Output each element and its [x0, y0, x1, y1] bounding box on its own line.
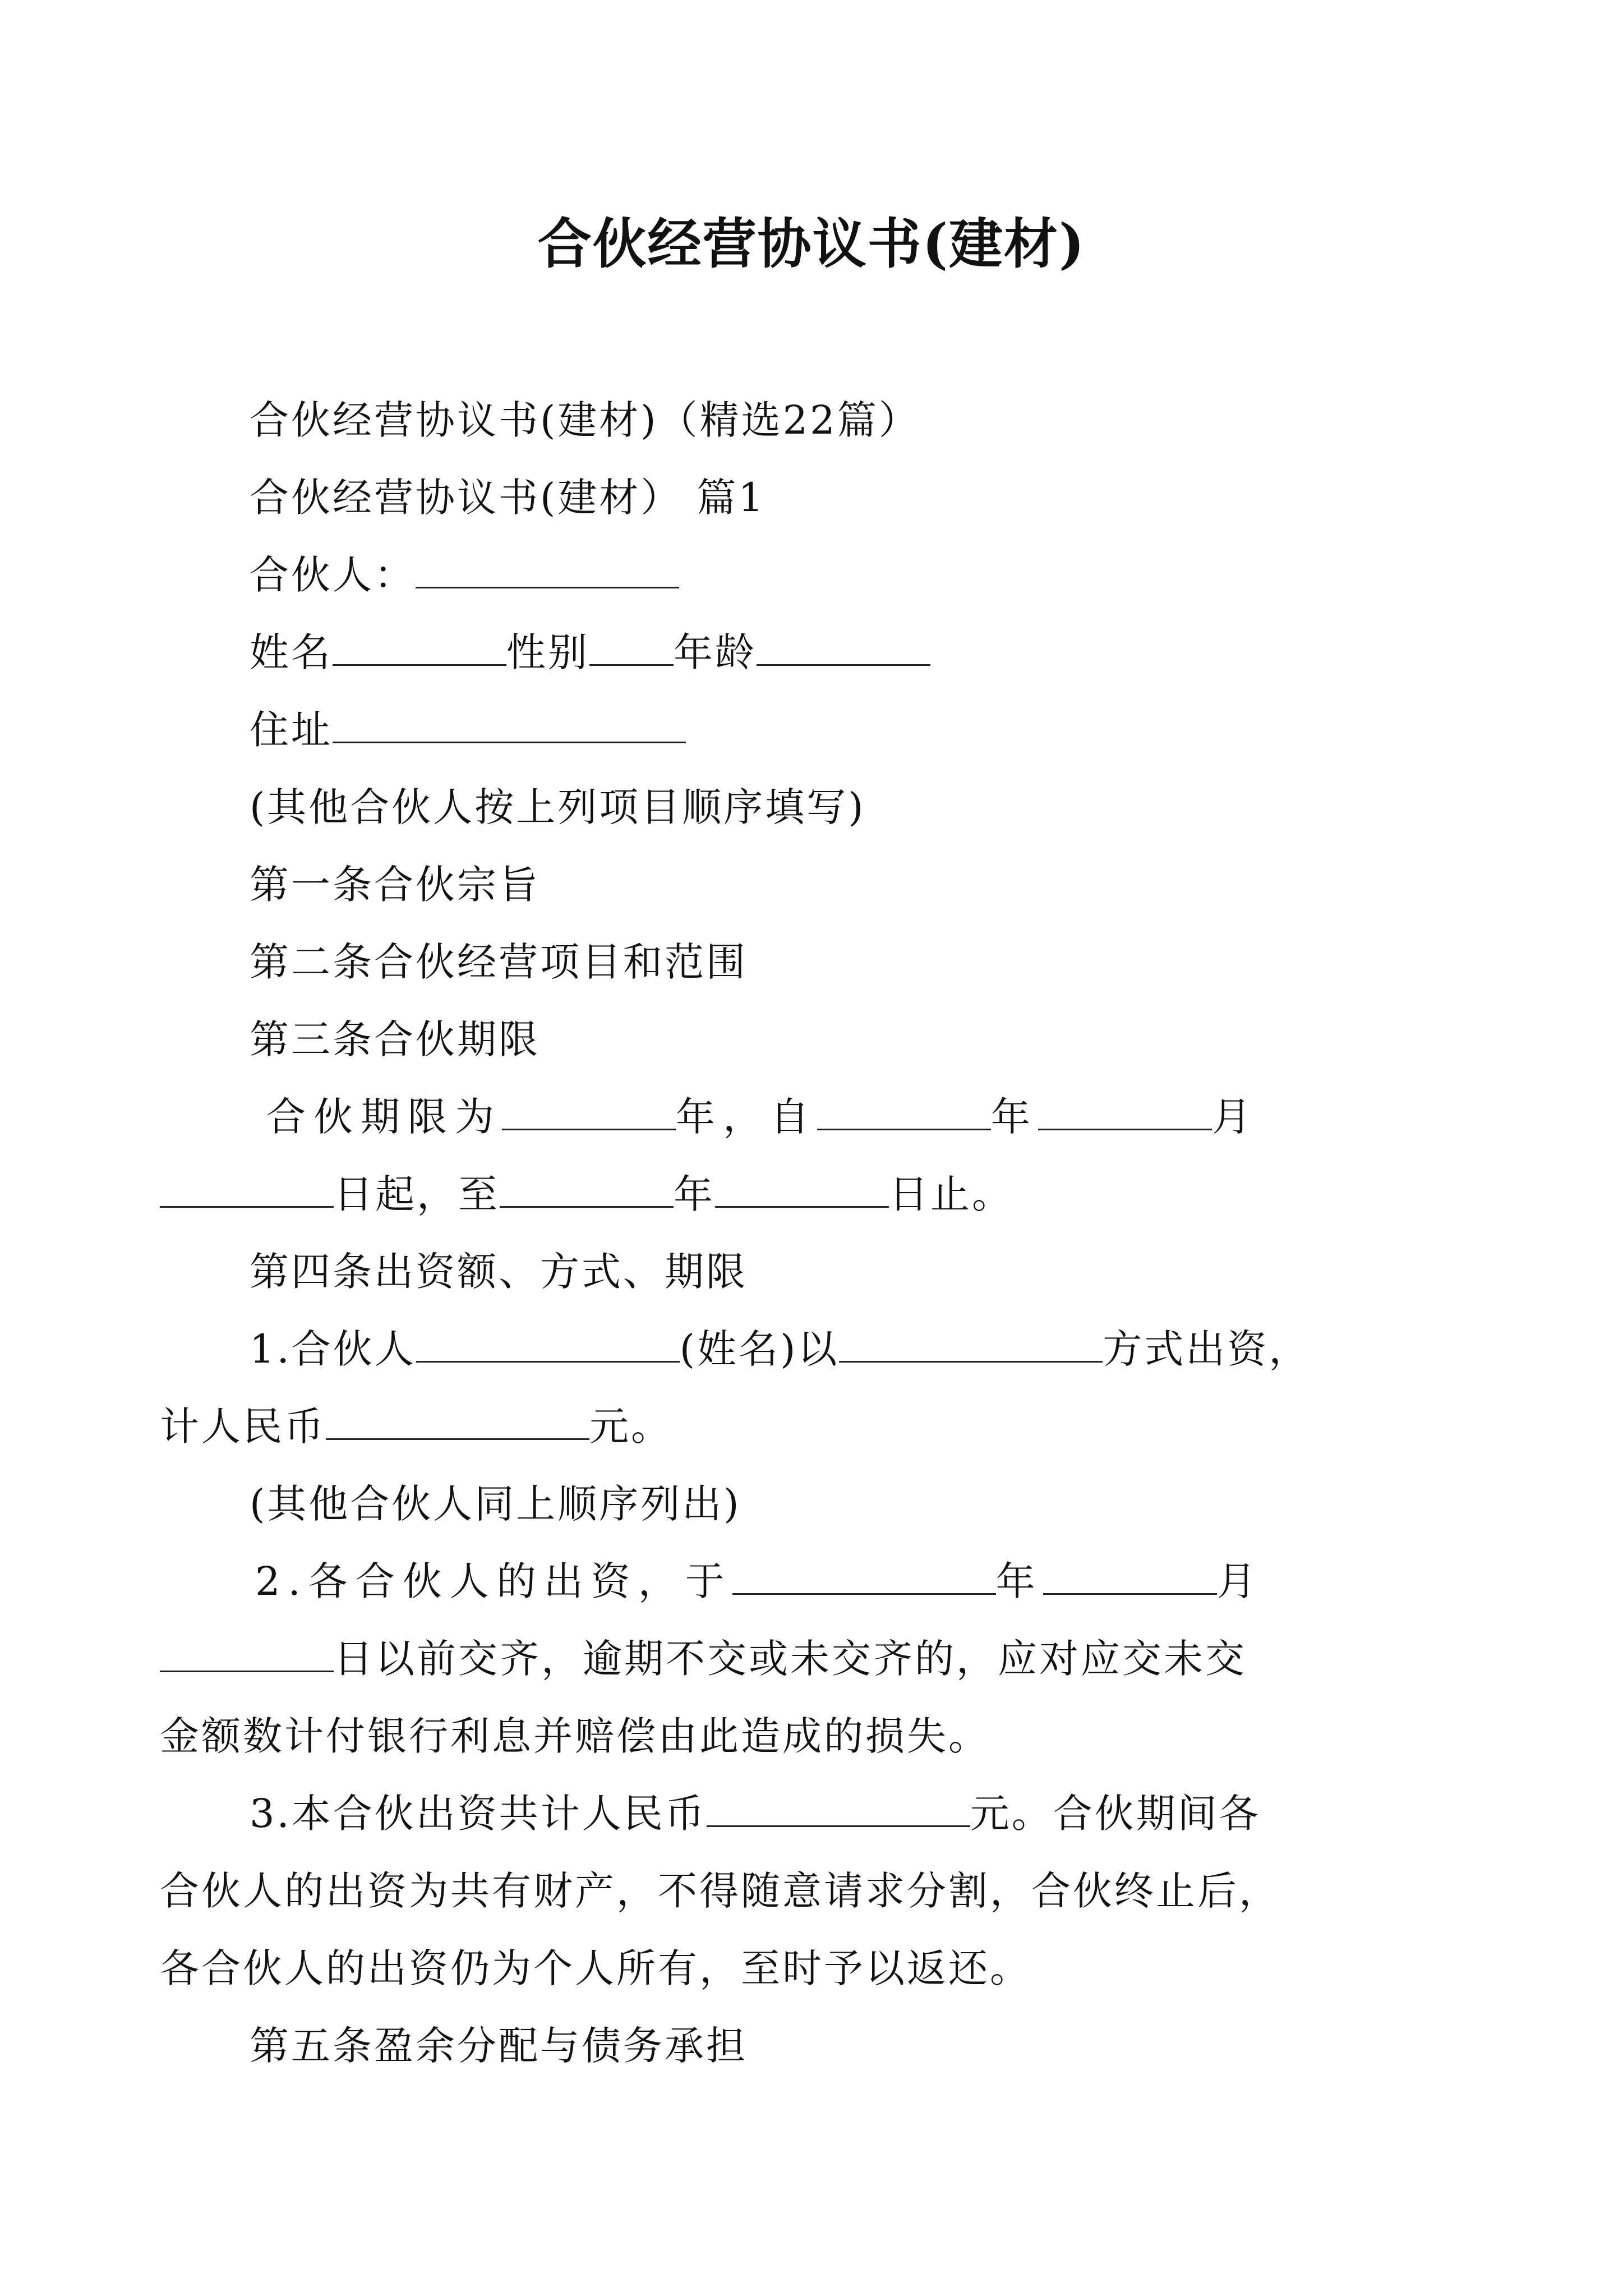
article-3-line: [250, 1001, 1391, 1078]
article-3-heading: 第三条合伙期限: [250, 1016, 540, 1062]
article-5-line: [250, 2007, 1391, 2085]
document-title: 合伙经营协议书(建材): [537, 212, 1086, 275]
subtitle: 合伙经营协议书(建材)（精选22篇）: [250, 397, 920, 443]
address-label: 住址: [250, 707, 333, 753]
item-1-text-3: 方式出资，: [1103, 1326, 1311, 1372]
address-blank: [333, 709, 686, 743]
name-label: 姓名: [250, 629, 333, 675]
item-2-line-3: [160, 1697, 1391, 1775]
item-2-month-blank: [1043, 1561, 1217, 1595]
partner-label: 合伙人：: [250, 552, 416, 598]
term-start-month-blank: [1038, 1096, 1212, 1130]
term-start-day-blank: [160, 1174, 334, 1208]
article-4-line: [250, 1233, 1391, 1310]
term-text-1: 合伙期限为: [266, 1094, 502, 1140]
item-1-text-1: 1.合伙人: [250, 1326, 416, 1372]
article-4-heading: 第四条出资额、方式、期限: [250, 1249, 748, 1295]
other-partners-note: (其他合伙人按上列项目顺序填写): [250, 784, 866, 830]
item-3-text-3: 合伙人的出资为共有财产，不得随意请求分割，合伙终止后，: [160, 1868, 1280, 1914]
article-1-heading: 第一条合伙宗旨: [250, 862, 540, 908]
article-5-heading: 第五条盈余分配与债务承担: [250, 2023, 748, 2069]
name-blank: [333, 632, 506, 666]
item-1-method-blank: [839, 1328, 1103, 1363]
item-3-amount-blank: [707, 1793, 970, 1827]
item-1-text-5: 元。: [589, 1404, 672, 1450]
term-line-2: [160, 1156, 1391, 1233]
partner-line: [250, 536, 1391, 614]
term-line-1: [250, 1078, 1391, 1156]
item-1-text-4: 计人民币: [160, 1404, 326, 1450]
article-2-line: [250, 923, 1391, 1001]
item-1-name-blank: [416, 1328, 680, 1363]
term-text-7: 日止。: [889, 1171, 1013, 1217]
age-label: 年龄: [674, 629, 757, 675]
item-1-text-2: (姓名)以: [679, 1326, 840, 1372]
item-3-line-2: [160, 1852, 1391, 1930]
term-start-year-blank: [817, 1096, 991, 1130]
partner-blank: [416, 554, 679, 588]
item-2-text-3: 月: [1216, 1558, 1264, 1604]
section-heading-line: [250, 459, 1391, 536]
age-blank: [757, 632, 930, 666]
article-2-heading: 第二条合伙经营项目和范围: [250, 939, 748, 985]
term-end-month-blank: [715, 1174, 889, 1208]
other-partners-note-2: (其他合伙人同上顺序列出): [250, 1481, 741, 1527]
item-3-text-1: 3.本合伙出资共计人民币: [250, 1791, 707, 1837]
other-partners-note-2-line: [250, 1465, 1391, 1543]
term-end-year-blank: [500, 1174, 674, 1208]
name-gender-age-line: [250, 614, 1391, 691]
item-2-day-blank: [160, 1638, 334, 1672]
term-text-3: 年: [991, 1094, 1038, 1140]
item-3-line-1: [250, 1775, 1391, 1852]
item-2-text-1: 2.各合伙人的出资，于: [255, 1558, 732, 1604]
term-text-5: 日起，至: [334, 1171, 500, 1217]
article-1-line: [250, 846, 1391, 923]
item-2-year-blank: [732, 1561, 996, 1595]
item-1-line-1: [250, 1310, 1391, 1388]
term-text-4: 月: [1212, 1094, 1259, 1140]
item-2-text-5: 金额数计付银行利息并赔偿由此造成的损失。: [160, 1713, 990, 1759]
term-text-2: 年，自: [676, 1094, 817, 1140]
item-1-amount-blank: [326, 1406, 589, 1440]
item-1-line-2: [160, 1388, 1391, 1465]
item-2-text-2: 年: [995, 1558, 1043, 1604]
section-heading: 合伙经营协议书(建材） 篇1: [250, 475, 766, 521]
item-3-line-3: [160, 1930, 1391, 2007]
item-3-text-4: 各合伙人的出资仍为个人所有，至时予以返还。: [160, 1945, 1031, 1991]
gender-label: 性别: [506, 629, 589, 675]
other-partners-note-line: [250, 769, 1391, 846]
address-line: [250, 691, 1391, 769]
item-2-line-1: [250, 1543, 1391, 1620]
gender-blank: [589, 632, 674, 666]
term-years-blank: [502, 1096, 676, 1130]
item-3-text-2: 元。合伙期间各: [970, 1791, 1261, 1837]
document-body: [160, 381, 1391, 2085]
subtitle-line: [250, 381, 1391, 459]
term-text-6: 年: [674, 1171, 715, 1217]
item-2-line-2: [160, 1620, 1391, 1697]
item-2-text-4: 日以前交齐，逾期不交或未交齐的，应对应交未交: [334, 1636, 1247, 1682]
